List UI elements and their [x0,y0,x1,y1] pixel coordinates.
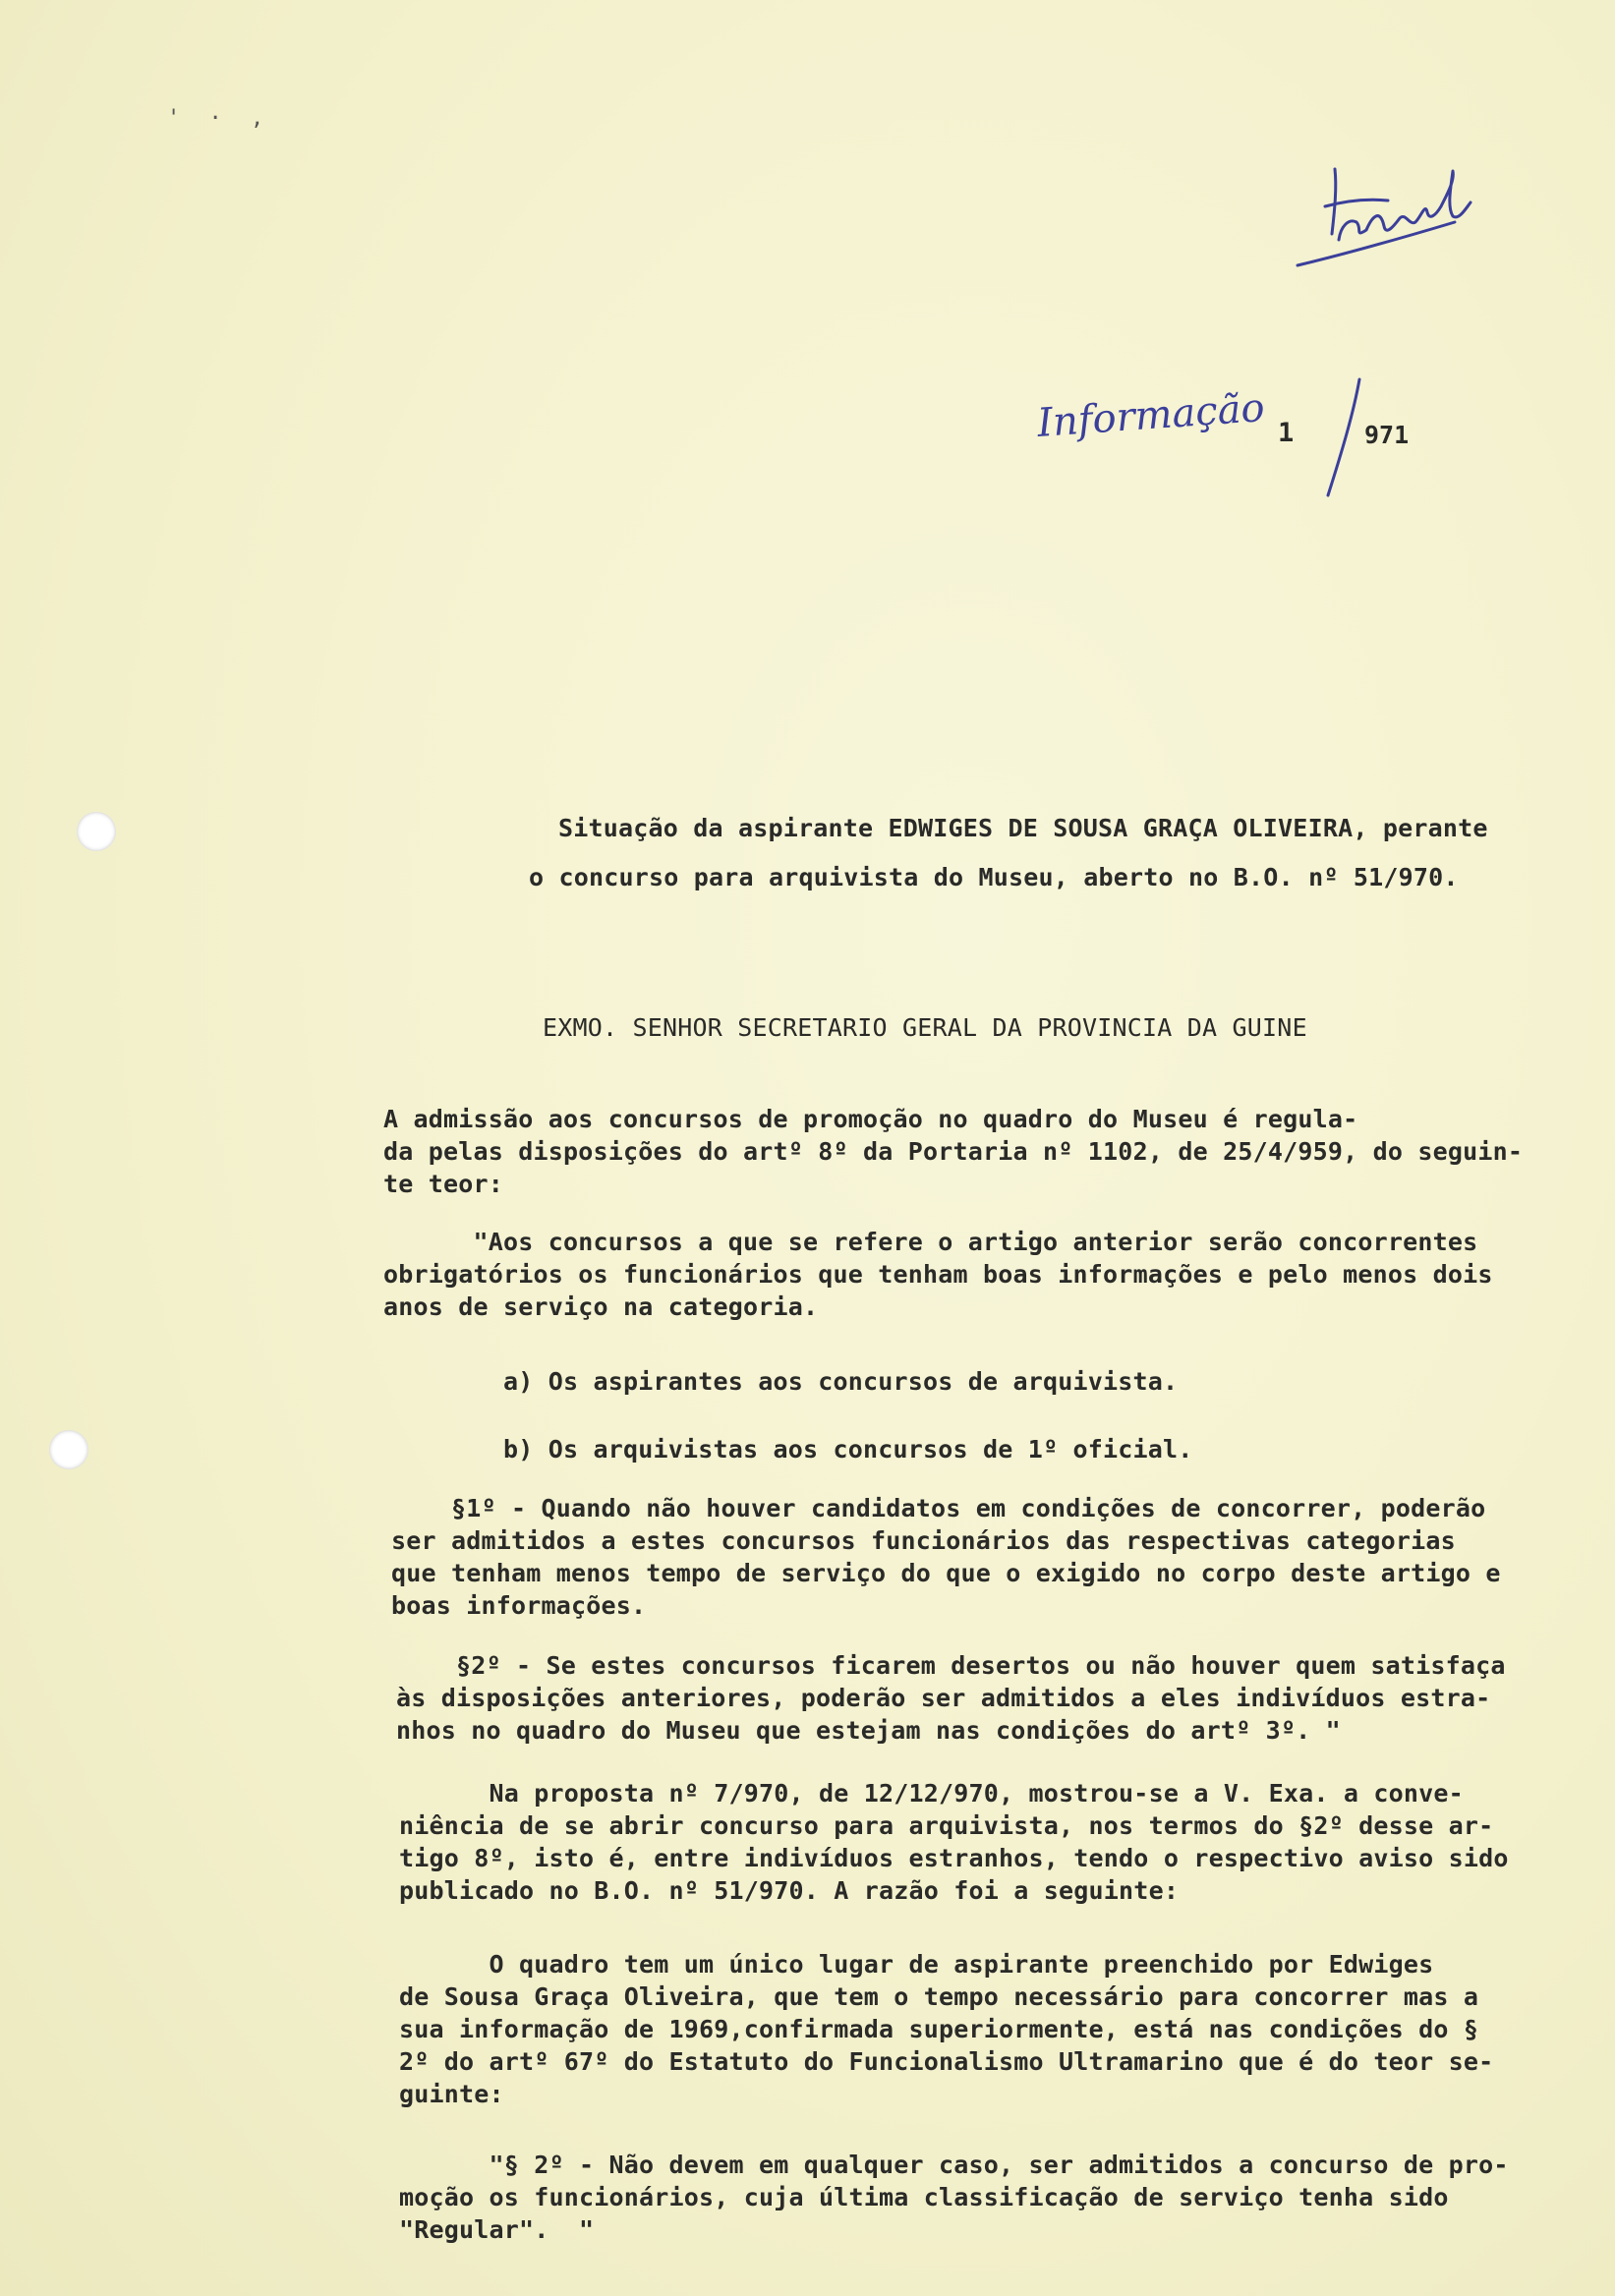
quote-statute: "§ 2º - Não devem em qualquer caso, ser admitidos a concurso de pro- moção os funcionários, cuja última classificação de serviço tenha sido "Regular". " [399,2151,1509,2244]
paragraph-admission: A admissão aos concursos de promoção no quadro do Museu é regula- da pelas disposições do artº 8º da Portaria nº 1102, de 25/4/959, do seguin- te teor: [383,1105,1524,1198]
handwritten-reference-word: Informação [1035,384,1267,447]
paragraph-staffing: O quadro tem um único lugar de aspirante preenchido por Edwiges de Sousa Graça Oliveira, que tem o tempo necessário para concorrer mas a sua informação de 1969,confirmada superiormente, está nas condições do § 2º do artº 67º do Estatuto do Funcionalismo Ultramarino que é do teor se- guinte: [399,1950,1494,2108]
paper-specks: ' · , [167,106,272,131]
reference-year: 971 [1364,421,1410,449]
reference-slash [1312,373,1371,501]
punch-hole-top [77,812,116,851]
section-paragraph-2: §2º - Se estes concursos ficarem desertos ou não houver quem satisfaça às disposições anteriores, poderão ser admitidos a eles indivíduos estra- nhos no quadro do Museu que estejam nas condições do artº 3º. " [396,1651,1506,1745]
address-line: EXMO. SENHOR SECRETARIO GERAL DA PROVINCIA DA GUINE [543,1013,1307,1042]
subject-line-2: o concurso para arquivista do Museu, aberto no B.O. nº 51/970. [529,863,1459,891]
punch-hole-bottom [49,1430,88,1469]
handwritten-signature [1278,157,1533,285]
section-paragraph-1: §1º - Quando não houver candidatos em condições de concorrer, poderão ser admitidos a estes concursos funcionários das respectivas categorias que tenham menos tempo de serviço do que o exigido no corpo deste artigo e boas informações. [391,1494,1501,1620]
quote-item-b: b) Os arquivistas aos concursos de 1º oficial. [503,1435,1193,1464]
quote-article: "Aos concursos a que se refere o artigo anterior serão concorrentes obrigatórios os funcionários que tenham boas informações e pelo menos dois anos de serviço na categoria. [383,1228,1493,1321]
reference-number: 1 [1278,418,1295,448]
quote-item-a: a) Os aspirantes aos concursos de arquivista. [503,1367,1179,1396]
paragraph-proposal: Na proposta nº 7/970, de 12/12/970, mostrou-se a V. Exa. a conve- niência de se abrir concurso para arquivista, nos termos do §2º desse ar- tigo 8º, isto é, entre indivíduos estranhos, tendo o respectivo aviso sido publicado no B.O. nº 51/970. A razão foi a seguinte: [399,1779,1509,1905]
subject-line-1: Situação da aspirante EDWIGES DE SOUSA GRAÇA OLIVEIRA, perante [558,814,1488,842]
